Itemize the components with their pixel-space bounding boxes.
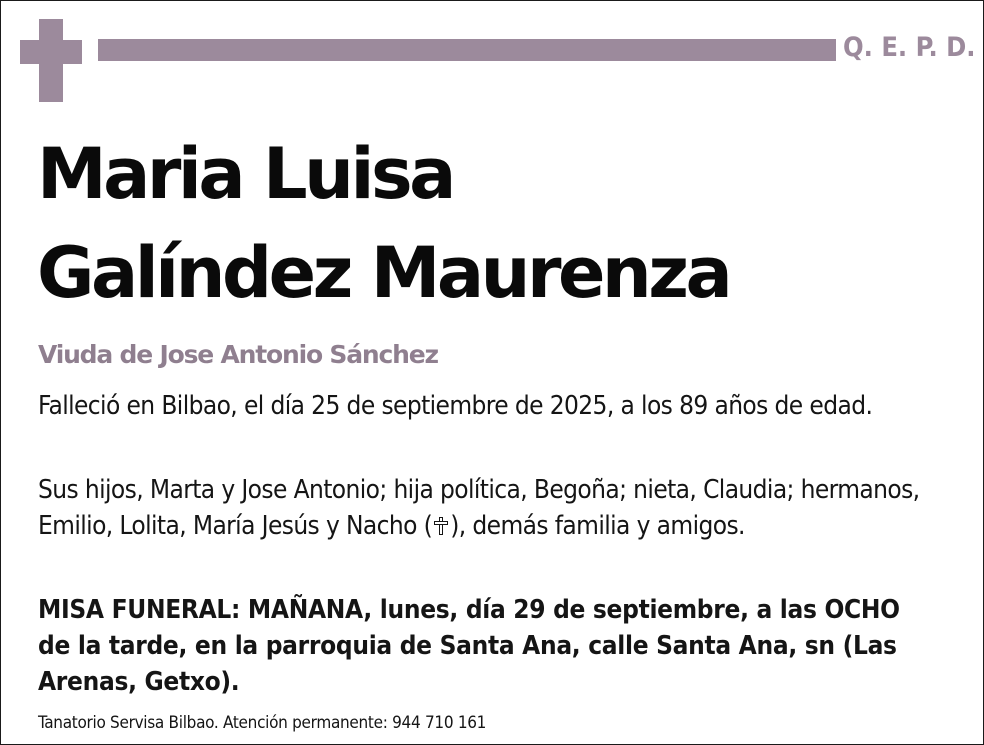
cross-icon: [434, 515, 448, 537]
header-rule: [98, 39, 836, 61]
cross-icon: [20, 19, 82, 102]
funeral-mass: MISA FUNERAL: MAÑANA, lunes, día 29 de septiembre, a las OCHO de la tarde, en la parroquia de Santa Ana, calle Santa Ana, sn (Las Arenas, Getxo).: [38, 595, 900, 697]
widow-of-line: Viuda de Jose Antonio Sánchez: [38, 340, 438, 369]
qepd-label: Q. E. P. D.: [843, 32, 976, 63]
family-list: [38, 472, 938, 544]
funeral-home-footer: Tanatorio Servisa Bilbao. Atención permanente: 944 710 161: [38, 713, 487, 733]
family-list-part1: Sus hijos, Marta y Jose Antonio; hija política, Begoña; nieta, Claudia; hermanos, Emilio, Lolita, María Jesús y Nacho (: [38, 475, 920, 541]
death-notice: Falleció en Bilbao, el día 25 de septiembre de 2025, a los 89 años de edad.: [38, 391, 873, 421]
family-list-part2: ), demás familia y amigos.: [450, 511, 745, 541]
deceased-name-line2: Galíndez Maurenza: [37, 232, 730, 314]
deceased-name-line1: Maria Luisa: [37, 133, 453, 215]
